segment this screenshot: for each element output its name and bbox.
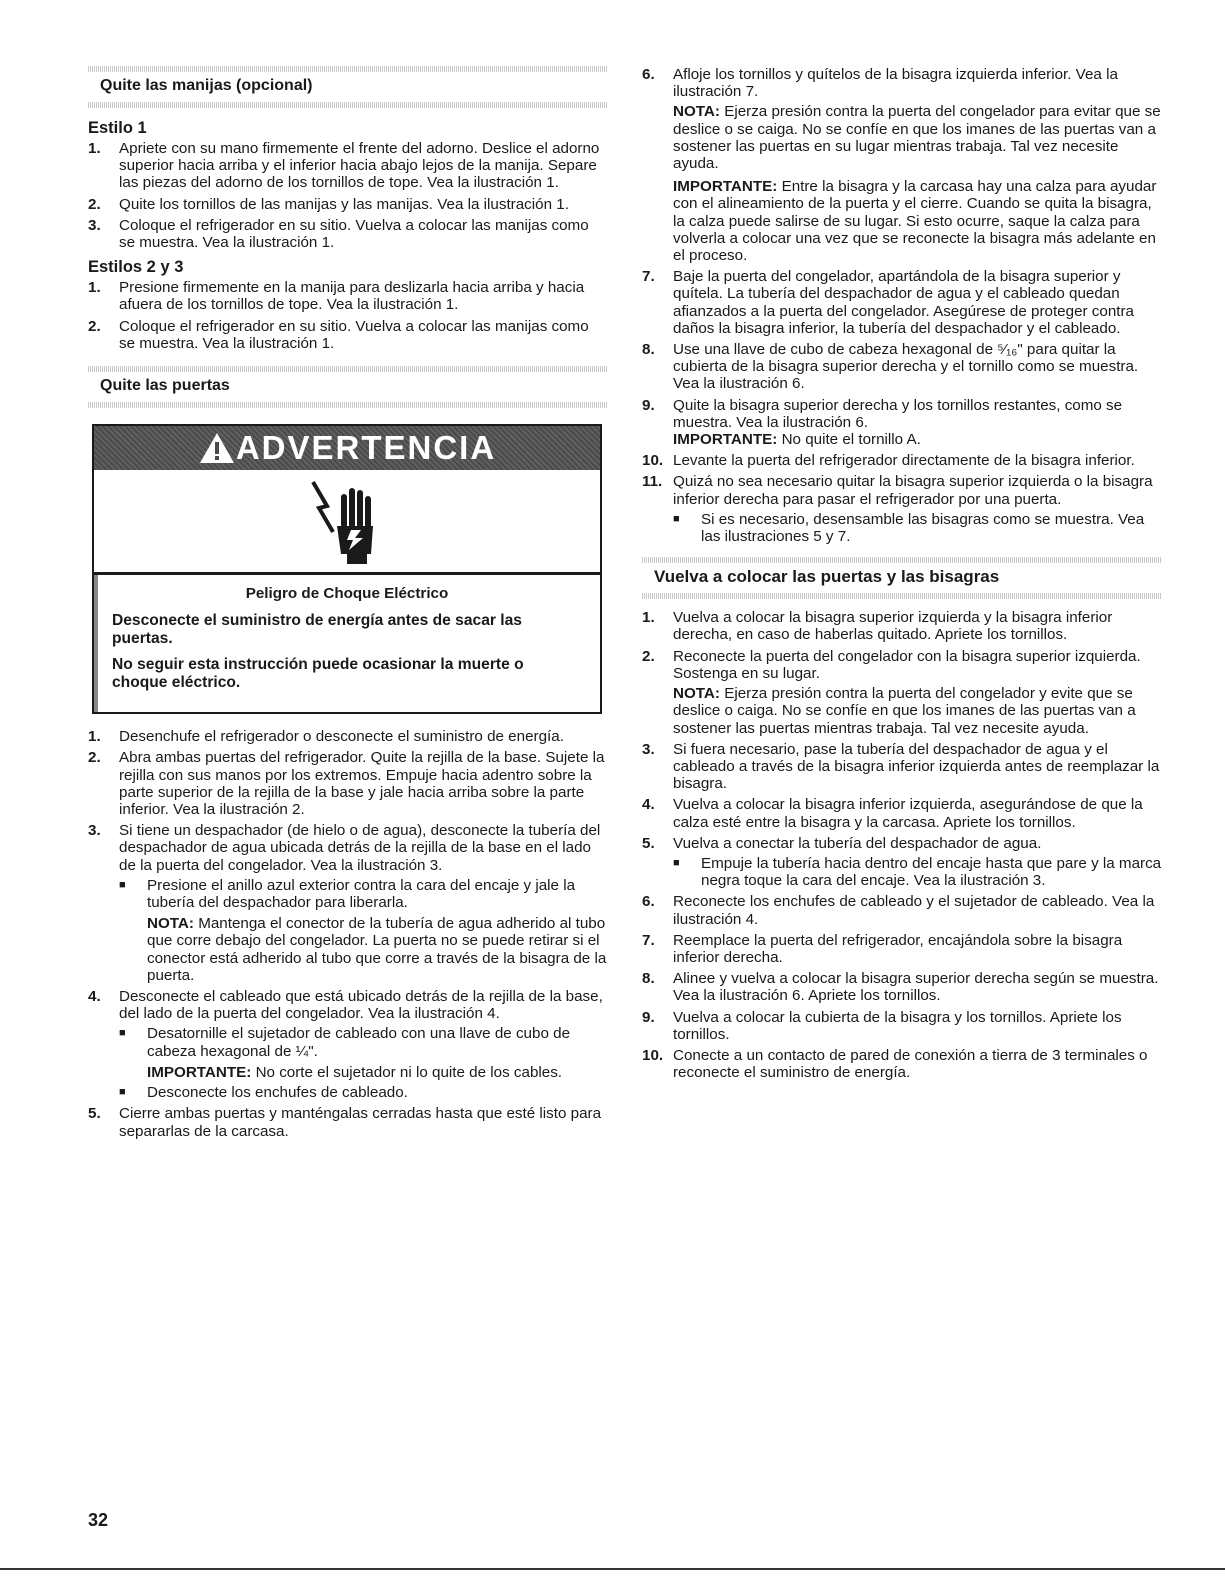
step-item: 1. Apriete con su mano firmemente el frente del adorno. Deslice el adorno superior hacia arriba y el inferior hacia abajo lejos de la manija. Separe las piezas del adorno de los tornillos de tope. Vea la ilustración 1.	[88, 140, 600, 192]
step-item: 2. Reconecte la puerta del congelador con la bisagra superior izquierda. Sostenga en su lugar. NOTA: Ejerza presión contra la puerta del congelador y evite que se deslice o caiga. No se confíe en que los imanes de las puertas van a sostener las puertas mientras trabaja. Tal vez necesite ayuda.	[642, 648, 1162, 737]
step-item: 3. Si tiene un despachador (de hielo o de agua), desconecte la tubería del despachador de agua ubicada detrás de la rejilla de la base en el lado de la puerta del congelador. Vea la ilustración 3. ■ Presione el anillo azul exterior contra la cara del encaje y jale la tubería del despachador para liberarla. NOTA: Mantenga el conector de la tubería de agua adherido al tubo que corre debajo del congelador. La puerta no se puede retirar si el conector está adherido al tubo que corre a través de la bisagra de la puerta.	[88, 822, 607, 984]
bottom-rule	[0, 1568, 1225, 1570]
step-item: 4. Desconecte el cableado que está ubicado detrás de la rejilla de la base, del lado de la puerta del congelador. Vea la ilustración 4. ■ Desatornille el sujetador de cableado con una llave de cubo de cabeza hexagonal de ¼". IMPORTANTE: No corte el sujetador ni lo quite de los cables. ■ Desconecte los enchufes de cableado.	[88, 988, 608, 1101]
step-item: 5. Cierre ambas puertas y manténgalas cerradas hasta que esté listo para separarlas de la carcasa.	[88, 1105, 602, 1140]
step-item: 3. Si fuera necesario, pase la tubería del despachador de agua y el cableado a través de la bisagra inferior izquierda antes de reemplazar la bisagra.	[642, 740, 1160, 793]
step-item: 1. Vuelva a colocar la bisagra superior izquierda y la bisagra inferior derecha, en caso de haberlas quitado. Apriete los tornillos.	[642, 609, 1113, 644]
subsection-title-styles23: Estilos 2 y 3	[88, 258, 184, 277]
warning-line: Desconecte el suministro de energía antes de sacar las puertas.	[112, 612, 522, 648]
step-item: 2. Quite los tornillos de las manijas y las manijas. Vea la ilustración 1.	[88, 195, 569, 213]
step-item: 8. Alinee y vuelva a colocar la bisagra superior derecha según se muestra. Vea la ilustración 6. Apriete los tornillos.	[642, 970, 1159, 1005]
step-item: 1. Desenchufe el refrigerador o desconecte el suministro de energía.	[88, 728, 564, 746]
warning-icon-area	[94, 470, 600, 575]
note: NOTA: Mantenga el conector de la tubería de agua adherido al tubo que corre debajo del congelador. La puerta no se puede retirar si el conector está adherido al tubo que corre a través de la bisagra de la puerta.	[147, 915, 607, 984]
warning-header-label: ADVERTENCIA	[235, 429, 497, 467]
section-rule	[642, 593, 1162, 599]
warning-triangle-icon	[198, 431, 236, 465]
important-note: IMPORTANTE: Entre la bisagra y la carcasa hay una calza para ayudar con el alineamiento de la puerta y el cierre. Cuando se quita la bisagra, la calza puede salirse de su lugar. Si esto ocurre, saque la calza para volverla a colocar una vez que se reconecte la bisagra más adelante en el proceso.	[673, 178, 1157, 265]
step-item: 3. Coloque el refrigerador en su sitio. Vuelva a colocar las manijas como se muestra. Vea la ilustración 1.	[88, 216, 589, 252]
note: NOTA: Ejerza presión contra la puerta del congelador para evitar que se deslice o se caiga. No se confíe en que los imanes de las puertas van a sostener las puertas en su lugar mientras trabaja. Tal vez necesite ayuda.	[673, 103, 1161, 173]
step-item: 6. Afloje los tornillos y quítelos de la bisagra izquierda inferior. Vea la ilustración 7. NOTA: Ejerza presión contra la puerta del congelador para evitar que se deslice o se caiga. No se confíe en que los imanes de las puertas van a sostener las puertas en su lugar mientras trabaja. Tal vez necesite ayuda. IMPORTANTE: Entre la bisagra y la carcasa hay una calza para ayudar con el alineamiento de la puerta y el cierre. Cuando se quita la bisagra, la calza puede salirse de su lugar. Si esto ocurre, saque la calza para volverla a colocar una vez que se reconecte la bisagra más adelante en el proceso.	[642, 66, 1161, 265]
note: NOTA: Ejerza presión contra la puerta del congelador y evite que se deslice o caiga. No se confíe en que los imanes de las puertas van a sostener las puertas mientras trabaja. Tal vez necesite ayuda.	[673, 685, 1136, 737]
warning-line: No seguir esta instrucción puede ocasionar la muerte o choque eléctrico.	[112, 656, 524, 692]
section-rule	[88, 102, 608, 108]
page-number: 32	[88, 1510, 109, 1530]
step-item: 9. Quite la bisagra superior derecha y los tornillos restantes, como se muestra. Vea la ilustración 6. IMPORTANTE: No quite el tornillo A.	[642, 397, 1162, 449]
important-note: IMPORTANTE: No corte el sujetador ni lo quite de los cables.	[147, 1063, 563, 1081]
bullet-item: ■ Desatornille el sujetador de cableado con una llave de cubo de cabeza hexagonal de ¼".	[119, 1025, 571, 1060]
warning-text	[94, 575, 600, 712]
step-item: 4. Vuelva a colocar la bisagra inferior izquierda, asegurándose de que la calza esté entre la bisagra y la carcasa. Apriete los tornillos.	[642, 796, 1143, 831]
warning-header	[94, 426, 600, 470]
step-item: 10. Levante la puerta del refrigerador directamente de la bisagra inferior.	[642, 452, 1135, 470]
section-title-doors: Quite las puertas	[100, 377, 230, 395]
bullet-item: ■ Desconecte los enchufes de cableado.	[119, 1084, 408, 1102]
subsection-title-style1: Estilo 1	[88, 119, 147, 137]
step-item: 7. Reemplace la puerta del refrigerador, encajándola sobre la bisagra inferior derecha.	[642, 931, 1123, 966]
step-item: 9. Vuelva a colocar la cubierta de la bisagra y los tornillos. Apriete los tornillos.	[642, 1008, 1122, 1043]
left-column	[88, 66, 608, 1144]
step-item: 2. Coloque el refrigerador en su sitio. Vuelva a colocar las manijas como se muestra. Vea la ilustración 1.	[88, 317, 589, 352]
electric-shock-hand-icon	[307, 476, 387, 566]
step-item: 8. Use una llave de cubo de cabeza hexagonal de ⁵⁄₁₆" para quitar la cubierta de la bisagra superior derecha y el tornillo como se muestra. Vea la ilustración 6.	[642, 341, 1139, 393]
step-item: 1. Presione firmemente en la manija para deslizarla hacia arriba y hacia afuera de los tornillos de tope. Vea la ilustración 1.	[88, 279, 585, 314]
step-item: 5. Vuelva a conectar la tubería del despachador de agua. ■ Empuje la tubería hacia dentro del encaje hasta que pare y la marca negra toque la cara del encaje. Vea la ilustración 3.	[642, 834, 1162, 890]
right-column	[642, 66, 1162, 1085]
warning-hazard: Peligro de Choque Eléctrico	[245, 585, 449, 603]
step-item: 11. Quizá no sea necesario quitar la bisagra superior izquierda o la bisagra inferior derecha para pasar el refrigerador por una puerta. ■ Si es necesario, desensamble las bisagras como se muestra. Vea las ilustraciones 5 y 7.	[642, 473, 1162, 545]
section-title-replace: Vuelva a colocar las puertas y las bisagras	[654, 567, 1000, 587]
step-item: 10. Conecte a un contacto de pared de conexión a tierra de 3 terminales o reconecte el suministro de energía.	[642, 1046, 1148, 1082]
section-rule	[88, 402, 608, 408]
step-item: 7. Baje la puerta del congelador, apartándola de la bisagra superior y quítela. La tubería del despachador de agua y el cableado quedan afianzados a la puerta del congelador. Asegúrese de proteger contra daños la bisagra inferior, la tubería del despachador y el cableado.	[642, 268, 1135, 337]
step-item: 2. Abra ambas puertas del refrigerador. Quite la rejilla de la base. Sujete la rejilla con sus manos por los extremos. Empuje hacia adentro sobre la parte superior de la rejilla de la base y jale hacia arriba sobre la parte inferior. Vea la ilustración 2.	[88, 749, 605, 819]
bullet-item: ■ Empuje la tubería hacia dentro del encaje hasta que pare y la marca negra toque la cara del encaje. Vea la ilustración 3.	[673, 854, 1162, 890]
step-item: 6. Reconecte los enchufes de cableado y el sujetador de cableado. Vea la ilustración 4.	[642, 893, 1155, 928]
important-note: IMPORTANTE: No quite el tornillo A.	[673, 431, 921, 449]
warning-box	[92, 424, 602, 714]
bullet-item: ■ Presione el anillo azul exterior contra la cara del encaje y jale la tubería del despachador para liberarla.	[119, 876, 576, 912]
section-title-handles: Quite las manijas (opcional)	[100, 77, 313, 94]
bullet-item: ■ Si es necesario, desensamble las bisagras como se muestra. Vea las ilustraciones 5 y 7.	[673, 510, 1145, 546]
